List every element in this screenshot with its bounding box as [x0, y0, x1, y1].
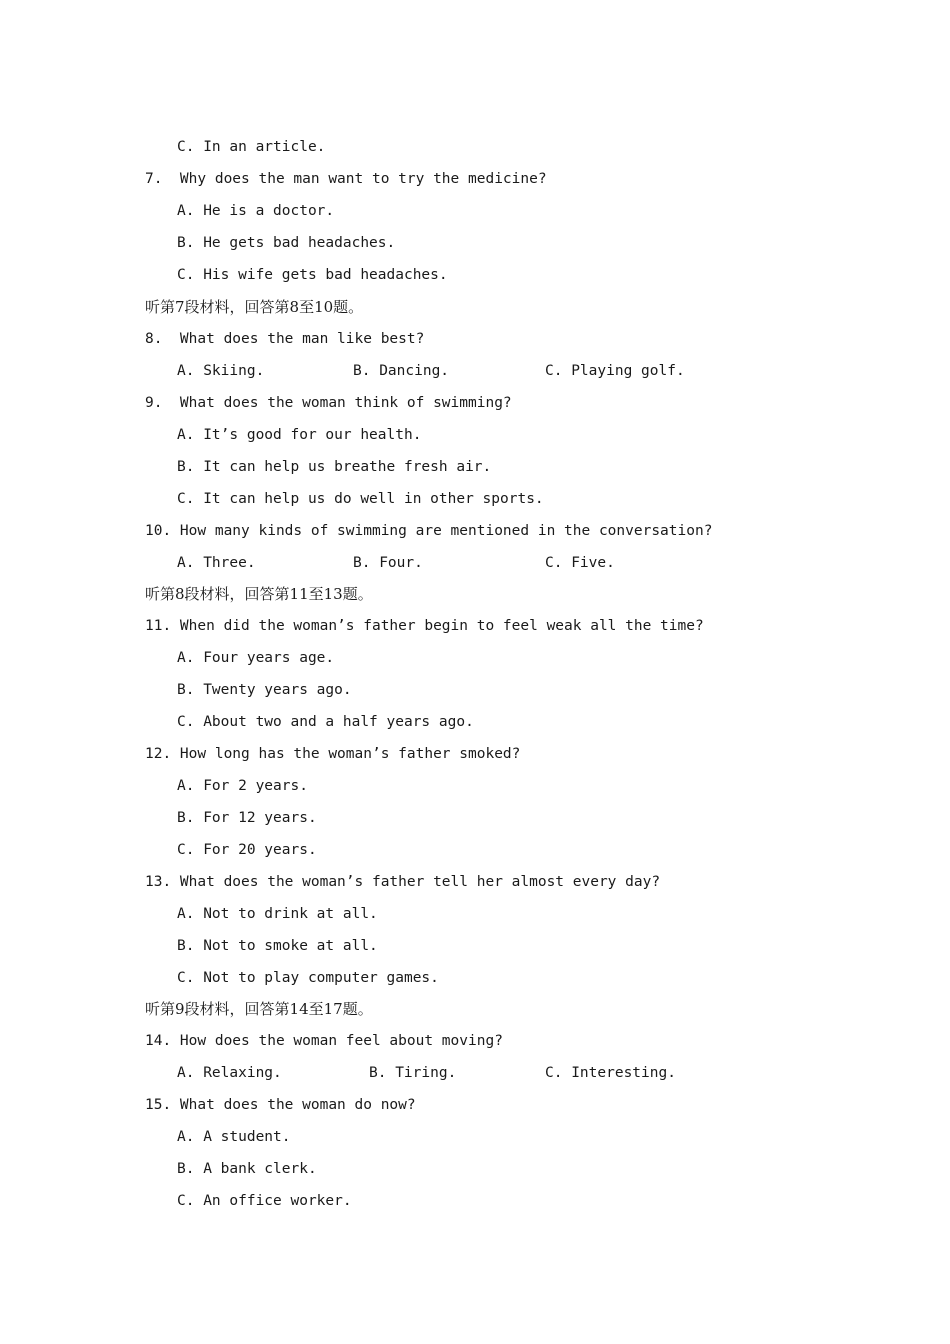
- q7-option-a: A. He is a doctor.: [177, 203, 335, 219]
- q12-stem: 12. How long has the woman’s father smoked?: [145, 746, 521, 762]
- q12-option-c: C. For 20 years.: [177, 842, 317, 858]
- q13-option-a: A. Not to drink at all.: [177, 906, 378, 922]
- q9-option-b: B. It can help us breathe fresh air.: [177, 459, 492, 475]
- q15-option-b: B. A bank clerk.: [177, 1161, 317, 1177]
- q8-option-c: C. Playing golf.: [545, 363, 685, 379]
- q13-option-c: C. Not to play computer games.: [177, 970, 439, 986]
- q11-option-b: B. Twenty years ago.: [177, 682, 352, 698]
- q14-option-a: A. Relaxing.: [177, 1065, 282, 1081]
- q7-option-b: B. He gets bad headaches.: [177, 235, 396, 251]
- q12-option-b: B. For 12 years.: [177, 810, 317, 826]
- section-7-heading: 听第7段材料，回答第8至10题。: [145, 298, 364, 316]
- q14-option-b: B. Tiring.: [369, 1065, 457, 1081]
- q11-option-a: A. Four years age.: [177, 650, 335, 666]
- section-9-heading: 听第9段材料，回答第14至17题。: [145, 1000, 373, 1018]
- q6-option-c: C. In an article.: [177, 139, 326, 155]
- section-8-heading: 听第8段材料，回答第11至13题。: [145, 585, 373, 603]
- q8-stem: 8. What does the man like best?: [145, 331, 425, 347]
- q8-option-b: B. Dancing.: [353, 363, 450, 379]
- q11-option-c: C. About two and a half years ago.: [177, 714, 474, 730]
- q10-stem: 10. How many kinds of swimming are mentioned in the conversation?: [145, 523, 713, 539]
- q7-stem: 7. Why does the man want to try the medicine?: [145, 171, 547, 187]
- q10-option-b: B. Four.: [353, 555, 423, 571]
- q9-option-c: C. It can help us do well in other sports.: [177, 491, 544, 507]
- q15-option-c: C. An office worker.: [177, 1193, 352, 1209]
- q9-stem: 9. What does the woman think of swimming?: [145, 395, 512, 411]
- q10-option-c: C. Five.: [545, 555, 615, 571]
- q13-option-b: B. Not to smoke at all.: [177, 938, 378, 954]
- q10-option-a: A. Three.: [177, 555, 256, 571]
- q15-option-a: A. A student.: [177, 1129, 291, 1145]
- q7-option-c: C. His wife gets bad headaches.: [177, 267, 448, 283]
- q12-option-a: A. For 2 years.: [177, 778, 308, 794]
- q14-stem: 14. How does the woman feel about moving?: [145, 1033, 503, 1049]
- q8-option-a: A. Skiing.: [177, 363, 265, 379]
- q14-option-c: C. Interesting.: [545, 1065, 676, 1081]
- q9-option-a: A. It’s good for our health.: [177, 427, 422, 443]
- q15-stem: 15. What does the woman do now?: [145, 1097, 416, 1113]
- q13-stem: 13. What does the woman’s father tell her almost every day?: [145, 874, 661, 890]
- q11-stem: 11. When did the woman’s father begin to feel weak all the time?: [145, 618, 704, 634]
